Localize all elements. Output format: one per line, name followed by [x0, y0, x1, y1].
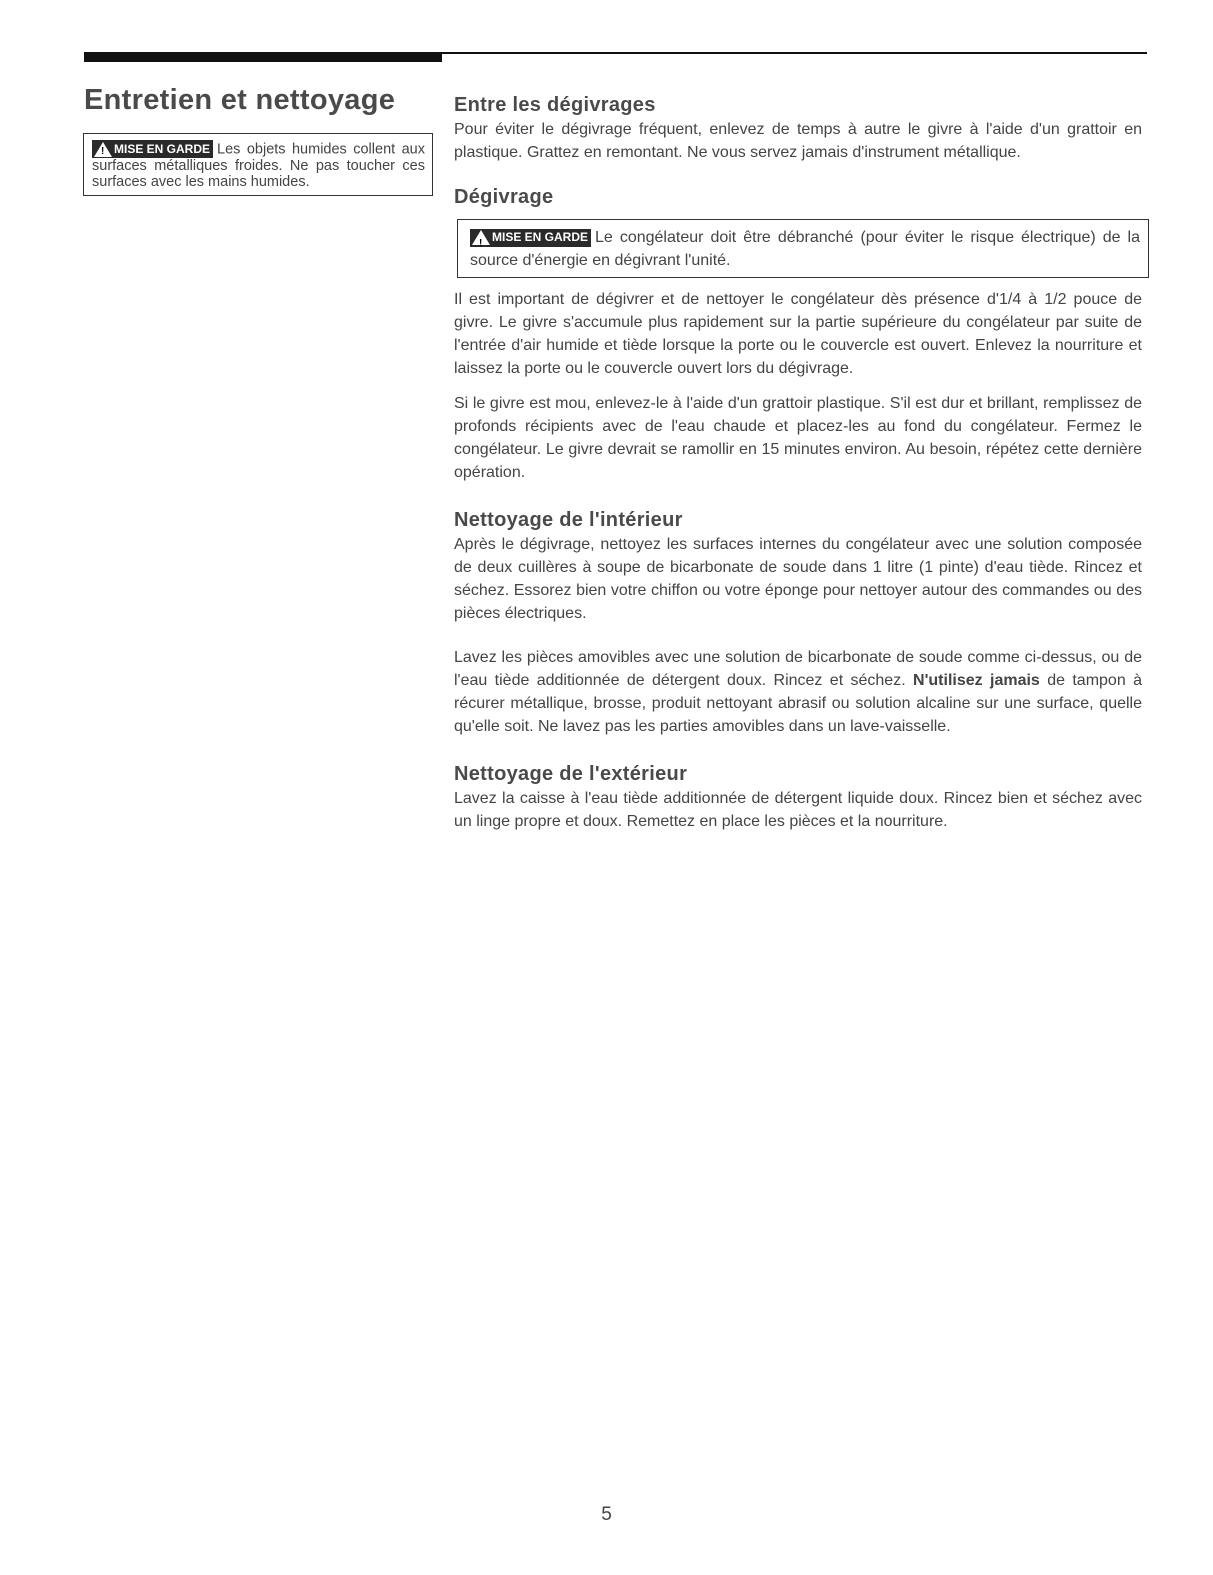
paragraph-exterieur: Lavez la caisse à l'eau tiède additionnée de détergent liquide doux. Rincez bien et séchez avec un linge propre et doux. Remettez en place les pièces et la nourriture. — [454, 790, 1142, 830]
warning-badge — [92, 140, 213, 158]
warning-text: Le congélateur doit être débranché (pour éviter le risque électrique) de la source d'énergie en dégivrant l'unité. — [470, 229, 1140, 269]
header-rule-accent — [84, 52, 442, 62]
right-column — [454, 92, 1142, 833]
warning-box-wet-objects — [83, 133, 433, 196]
heading-degivrage: Dégivrage — [454, 186, 554, 208]
paragraph-degivrage-1: Il est important de dégivrer et de nettoyer le congélateur dès présence d'1/4 à 1/2 pouce de givre. Le givre s'accumule plus rapidement sur la partie supérieure du congélateur par suite de l'entrée d'air humide et tiède lorsque la porte ou le couvercle est ouvert. Enlevez la nourriture et laissez la porte ou le couvercle ouvert lors du dégivrage. — [454, 291, 1142, 377]
page-number: 5 — [601, 1504, 612, 1525]
heading-nettoyage-interieur: Nettoyage de l'intérieur — [454, 509, 683, 531]
warning-text: Les objets humides collent aux surfaces métalliques froides. Ne pas toucher ces surfaces avec les mains humides. — [92, 141, 425, 190]
warning-box-unplug — [457, 219, 1149, 278]
paragraph-interieur-2-end: de tampon à récurer métallique, brosse, produit nettoyant abrasif ou solution alcaline sur une surface, quelle qu'elle soit. Ne lavez pas les parties amovibles dans un lave-vaisselle. — [454, 672, 1142, 735]
paragraph-interieur-2-start: Lavez les pièces amovibles avec une solution de bicarbonate de soude comme ci-dessus, ou de l'eau tiède additionnée de détergent doux. Rincez et séchez. — [454, 649, 1142, 689]
paragraph-entre-degivrages: Pour éviter le dégivrage fréquent, enlevez de temps à autre le givre à l'aide d'un grattoir en plastique. Grattez en remontant. Ne vous servez jamais d'instrument métallique. — [454, 121, 1142, 161]
paragraph-interieur-2 — [454, 646, 1142, 738]
paragraph-degivrage-2: Si le givre est mou, enlevez-le à l'aide d'un grattoir plastique. S'il est dur et brillant, remplissez de profonds récipients avec de l'eau chaude et placez-les au fond du congélateur. Fermez le congélateur. Le givre devrait se ramollir en 15 minutes environ. Au besoin, répétez cette dernière opération. — [454, 395, 1142, 481]
heading-entre-degivrages: Entre les dégivrages — [454, 94, 656, 116]
warning-triangle-icon — [94, 142, 112, 157]
heading-nettoyage-exterieur: Nettoyage de l'extérieur — [454, 763, 688, 785]
warning-badge-label: MISE EN GARDE — [114, 142, 211, 156]
warning-triangle-icon — [472, 230, 490, 245]
warning-badge — [470, 229, 591, 247]
left-column — [83, 84, 433, 196]
warning-badge-label: MISE EN GARDE — [492, 230, 589, 244]
emphasis-never: N'utilisez jamais — [913, 672, 1040, 689]
paragraph-interieur-1: Après le dégivrage, nettoyez les surfaces internes du congélateur avec une solution composée de deux cuillères à soupe de bicarbonate de soude dans 1 litre (1 pinte) d'eau tiède. Rincez et séchez. Essorez bien votre chiffon ou votre éponge pour nettoyer autour des commandes ou des pièces électriques. — [454, 536, 1142, 622]
section-title: Entretien et nettoyage — [84, 84, 396, 116]
